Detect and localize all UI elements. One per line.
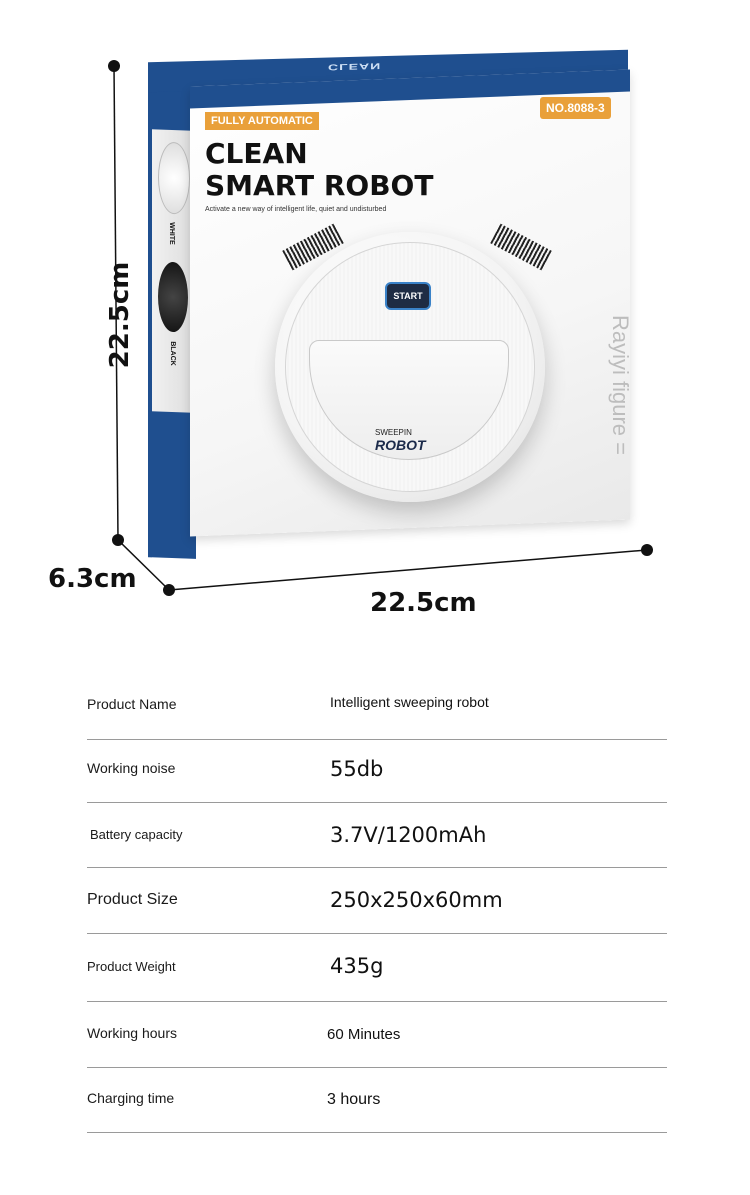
spec-value: 435g [330, 954, 384, 978]
spec-value: 55db [330, 757, 384, 781]
spec-row [87, 1002, 667, 1068]
spec-value: Intelligent sweeping robot [330, 694, 489, 710]
spec-name: Product Weight [87, 959, 176, 974]
spec-value: 60 Minutes [327, 1026, 401, 1043]
spec-name: Battery capacity [90, 827, 183, 842]
width-line [169, 550, 647, 590]
robot-start-button: START [385, 282, 431, 310]
box-top-text: CLEAN [328, 61, 382, 73]
spec-name: Working noise [87, 760, 176, 776]
model-number-badge: NO.8088-3 [540, 97, 611, 119]
spec-row [87, 672, 667, 740]
spec-name: Product Name [87, 696, 177, 712]
robot-brand-big: ROBOT [375, 437, 426, 453]
specifications-table [87, 672, 667, 1133]
spec-name: Charging time [87, 1090, 175, 1106]
spec-value: 250x250x60mm [330, 888, 503, 912]
spec-row [87, 803, 667, 868]
spec-row [87, 934, 667, 1002]
robot-brand-small: SWEEPIN [375, 428, 412, 437]
width-endpoint [641, 544, 653, 556]
side-label-white: WHITE [167, 222, 175, 245]
spec-row [87, 740, 667, 803]
height-endpoint-top [108, 60, 120, 72]
spec-value: 3 hours [327, 1091, 381, 1108]
spec-name: Working hours [87, 1025, 178, 1041]
box-title-line2: SMART ROBOT [205, 169, 434, 202]
side-label-black: BLACK [168, 341, 176, 366]
box-title-line1: CLEAN [205, 137, 308, 170]
width-dimension-label: 22.5cm [370, 588, 477, 618]
box-subtitle: Activate a new way of intelligent life, quiet and undisturbed [205, 206, 387, 213]
spec-row [87, 1068, 667, 1133]
spec-row [87, 868, 667, 934]
height-dimension-label: 22.5cm [105, 261, 135, 369]
depth-dimension-label: 6.3cm [48, 564, 137, 594]
fully-automatic-badge: FULLY AUTOMATIC [205, 112, 319, 130]
spec-value: 3.7V/1200mAh [330, 823, 487, 847]
box-vertical-text: Rayiyi figure = [608, 314, 633, 455]
spec-name: Product Size [87, 891, 178, 908]
